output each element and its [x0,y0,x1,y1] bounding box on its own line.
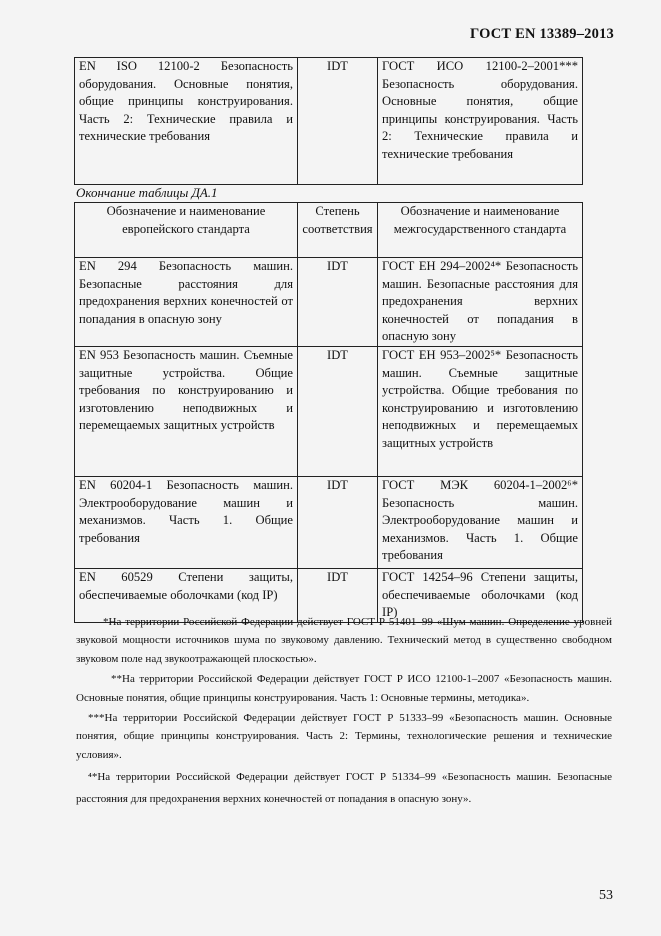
page-number: 53 [599,888,613,903]
footnote: *На территории Российской Федерации действует ГОСТ Р 51401–99 «Шум машин. Определение уровней звуковой мощности источников шума по звуковому давлению. Технический метод в существенно свободном звуковом поле над звукоотражающей плоскостью». [76,616,612,665]
table-row [75,58,583,185]
cell-european-standard: EN ISO 12100-2 Безопасность оборудования. Основные понятия, общие принципы конструирования. Часть 2: Технические правила и технические требования [75,58,298,185]
cell-european-standard: EN 953 Безопасность машин. Съемные защитные устройства. Общие требования по конструированию и изготовлению неподвижных и перемещаемых защитных устройств [75,346,298,476]
standards-table [74,202,583,623]
cell-degree: IDT [298,476,378,568]
cell-european-standard: EN 60529 Степени защиты, обеспечиваемые оболочками (код IP) [75,568,298,622]
cell-interstate-standard: ГОСТ ЕН 294–2002⁴* Безопасность машин. Безопасные расстояния для предохранения верхних конечностей от попадания в опасную зону [378,258,583,347]
table-row [75,258,583,347]
table-row [75,346,583,476]
cell-interstate-standard: ГОСТ 14254–96 Степени защиты, обеспечиваемые оболочками (код IP) [378,568,583,622]
cell-european-standard: EN 294 Безопасность машин. Безопасные расстояния для предохранения верхних конечностей от попадания в опасную зону [75,258,298,347]
footnotes [76,613,612,810]
cell-degree: IDT [298,346,378,476]
table-header-row [75,203,583,258]
header-interstate: Обозначение и наименование межгосударственного стандарта [378,203,583,258]
table-row [75,476,583,568]
table-continuation-top [74,57,583,185]
cell-interstate-standard: ГОСТ МЭК 60204-1–2002⁶* Безопасность машин. Электрооборудование машин и механизмов. Часть 1. Общие требования [378,476,583,568]
footnote: ***На территории Российской Федерации действует ГОСТ Р 51333–99 «Безопасность машин. Основные понятия, общие принципы конструирования. Часть 2: Термины, технологические решения и технические условия». [76,712,612,761]
document-header: ГОСТ EN 13389–2013 [470,26,614,42]
header-european: Обозначение и наименование европейского стандарта [75,203,298,258]
cell-interstate-standard: ГОСТ ЕН 953–2002⁵* Безопасность машин. Съемные защитные устройства. Общие требования по конструированию и изготовлению неподвижных и перемещаемых защитных устройств [378,346,583,476]
cell-interstate-standard: ГОСТ ИСО 12100-2–2001*** Безопасность оборудования. Основные понятия, общие принципы конструирования. Часть 2: Технические правила и технические требования [378,58,583,185]
footnote: ⁴*На территории Российской Федерации действует ГОСТ Р 51334–99 «Безопасность машин. Безопасные расстояния для предохранения верхних конечностей от попадания в опасную зону». [76,771,612,806]
cell-degree: IDT [298,568,378,622]
cell-degree: IDT [298,58,378,185]
footnote: **На территории Российской Федерации действует ГОСТ Р ИСО 12100-1–2007 «Безопасность машин. Основные понятия, общие принципы конструирования. Часть 1: Основные термины, методика». [76,673,612,704]
table-continuation-title: Окончание таблицы ДА.1 [76,185,218,200]
cell-european-standard: EN 60204-1 Безопасность машин. Электрооборудование машин и механизмов. Часть 1. Общие требования [75,476,298,568]
header-degree: Степень соответствия [298,203,378,258]
cell-degree: IDT [298,258,378,347]
